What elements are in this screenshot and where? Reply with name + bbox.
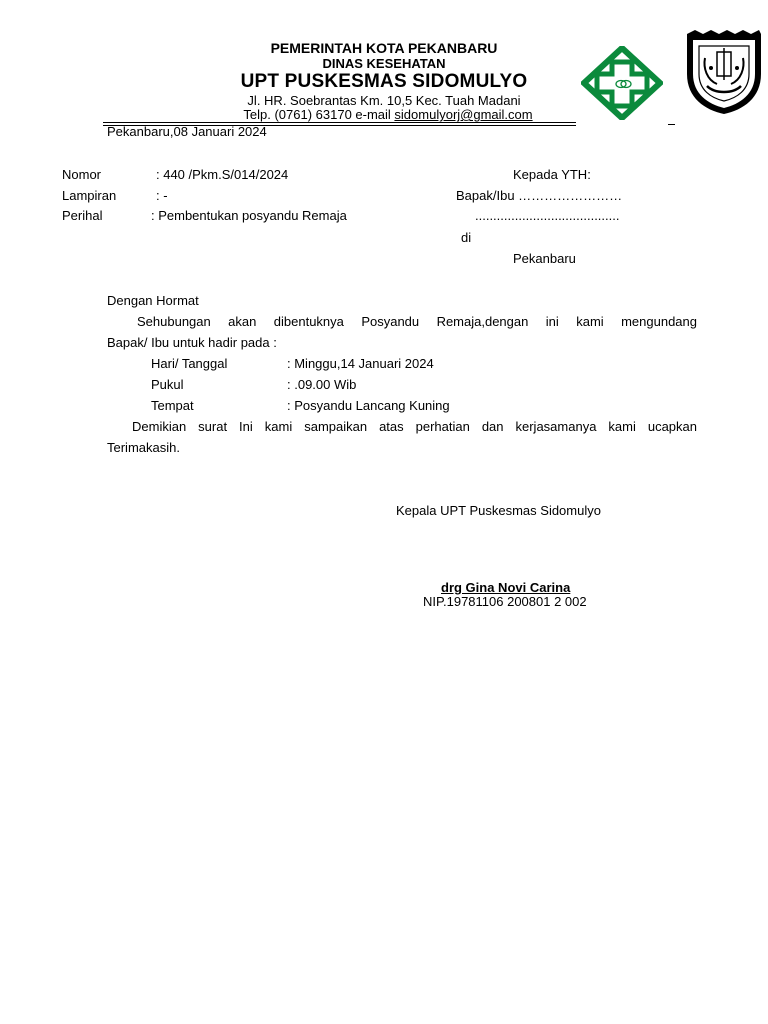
detail-date-value: : Minggu,14 Januari 2024 [287,356,434,371]
detail-place-value: : Posyandu Lancang Kuning [287,398,450,413]
letterhead-contact [243,107,532,122]
recipient-name: Bapak/Ibu …………………… [456,188,623,203]
nomor-value: : 440 /Pkm.S/014/2024 [156,167,289,182]
closing-line1: Demikian surat Ini kami sampaikan atas perhatian dan kerjasamanya kami ucapkan [132,419,697,434]
body-paragraph-line1: Sehubungan akan dibentuknya Posyandu Remaja,dengan ini kami mengundang [137,314,697,329]
letterhead-rule-tail [668,124,675,125]
letter-date: Pekanbaru,08 Januari 2024 [107,124,267,139]
closing-line2: Terimakasih. [107,440,180,455]
letterhead-email-link[interactable]: sidomulyorj@gmail.com [394,107,533,122]
letterhead-institution: UPT PUSKESMAS SIDOMULYO [240,71,528,92]
city-crest-logo-icon [683,28,765,116]
nomor-label: Nomor [62,167,102,182]
perihal-value: : Pembentukan posyandu Remaja [151,208,347,223]
recipient-heading: Kepada YTH: [513,167,591,182]
body-paragraph-line2: Bapak/ Ibu untuk hadir pada : [107,335,277,350]
health-cross-logo-icon [581,46,663,120]
letterhead-address: Jl. HR. Soebrantas Km. 10,5 Kec. Tuah Madani [247,93,521,108]
lampiran-value: : - [156,188,168,203]
detail-time-label: Pukul [151,377,184,392]
perihal-label: Perihal [62,208,103,223]
recipient-di: di [461,230,472,245]
recipient-city: Pekanbaru [513,251,576,266]
lampiran-label: Lampiran [62,188,117,203]
letterhead-government: PEMERINTAH KOTA PEKANBARU [270,40,498,56]
detail-date-label: Hari/ Tanggal [151,356,228,371]
letterhead-phone: Telp. (0761) 63170 e-mail [243,107,395,122]
recipient-dots: ........................................ [475,208,620,223]
signature-name: drg Gina Novi Carina [441,580,571,595]
letterhead-rule-thick [103,122,576,123]
signature-nip: NIP.19781106 200801 2 002 [423,594,587,609]
signature-title: Kepala UPT Puskesmas Sidomulyo [396,503,601,518]
greeting: Dengan Hormat [107,293,199,308]
detail-place-label: Tempat [151,398,194,413]
letterhead-department: DINAS KESEHATAN [322,56,446,71]
detail-time-value: : .09.00 Wib [287,377,357,392]
